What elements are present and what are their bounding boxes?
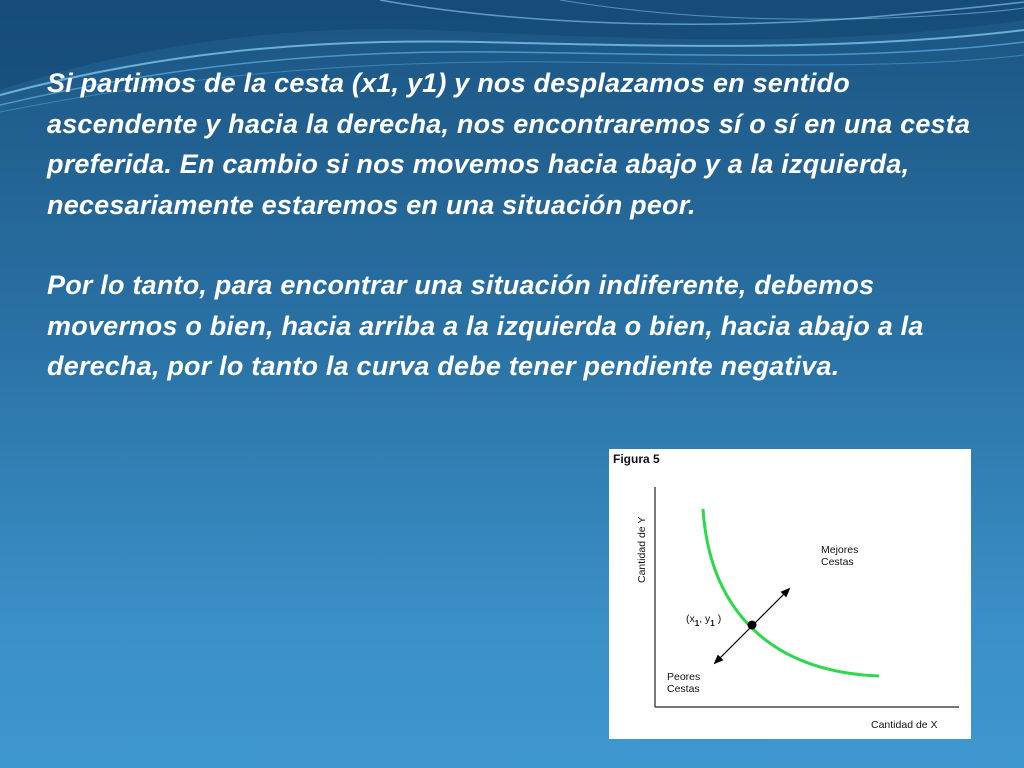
slide-body-text xyxy=(47,63,977,387)
y-axis-label: Cantidad de Y xyxy=(636,516,648,583)
better-baskets-label-line1: Mejores xyxy=(821,544,859,556)
worse-baskets-label-line1: Peores xyxy=(667,671,701,683)
worse-baskets-label-line2: Cestas xyxy=(667,683,700,695)
basket-point xyxy=(748,621,757,630)
better-baskets-label-line2: Cestas xyxy=(821,556,854,568)
point-label: ($x_1$, $y_1$ ) xyxy=(686,613,722,628)
indifference-curve-figure xyxy=(609,449,971,739)
paragraph-1: Si partimos de la cesta (x1, y1) y nos desplazamos en sentido ascendente y hacia la derecha, nos encontraremos sí o sí en una cesta preferida. En cambio si nos movemos hacia abajo y a la izquierda, necesariamente estaremos en una situación peor. xyxy=(47,68,971,220)
figure-title: Figura 5 xyxy=(613,452,660,466)
x-axis-label: Cantidad de X xyxy=(871,719,938,731)
paragraph-2: Por lo tanto, para encontrar una situación indiferente, debemos movernos o bien, hacia arriba a la izquierda o bien, hacia abajo a la derecha, por lo tanto la curva debe tener pendiente negativa. xyxy=(47,270,924,381)
indifference-curve xyxy=(703,509,879,676)
